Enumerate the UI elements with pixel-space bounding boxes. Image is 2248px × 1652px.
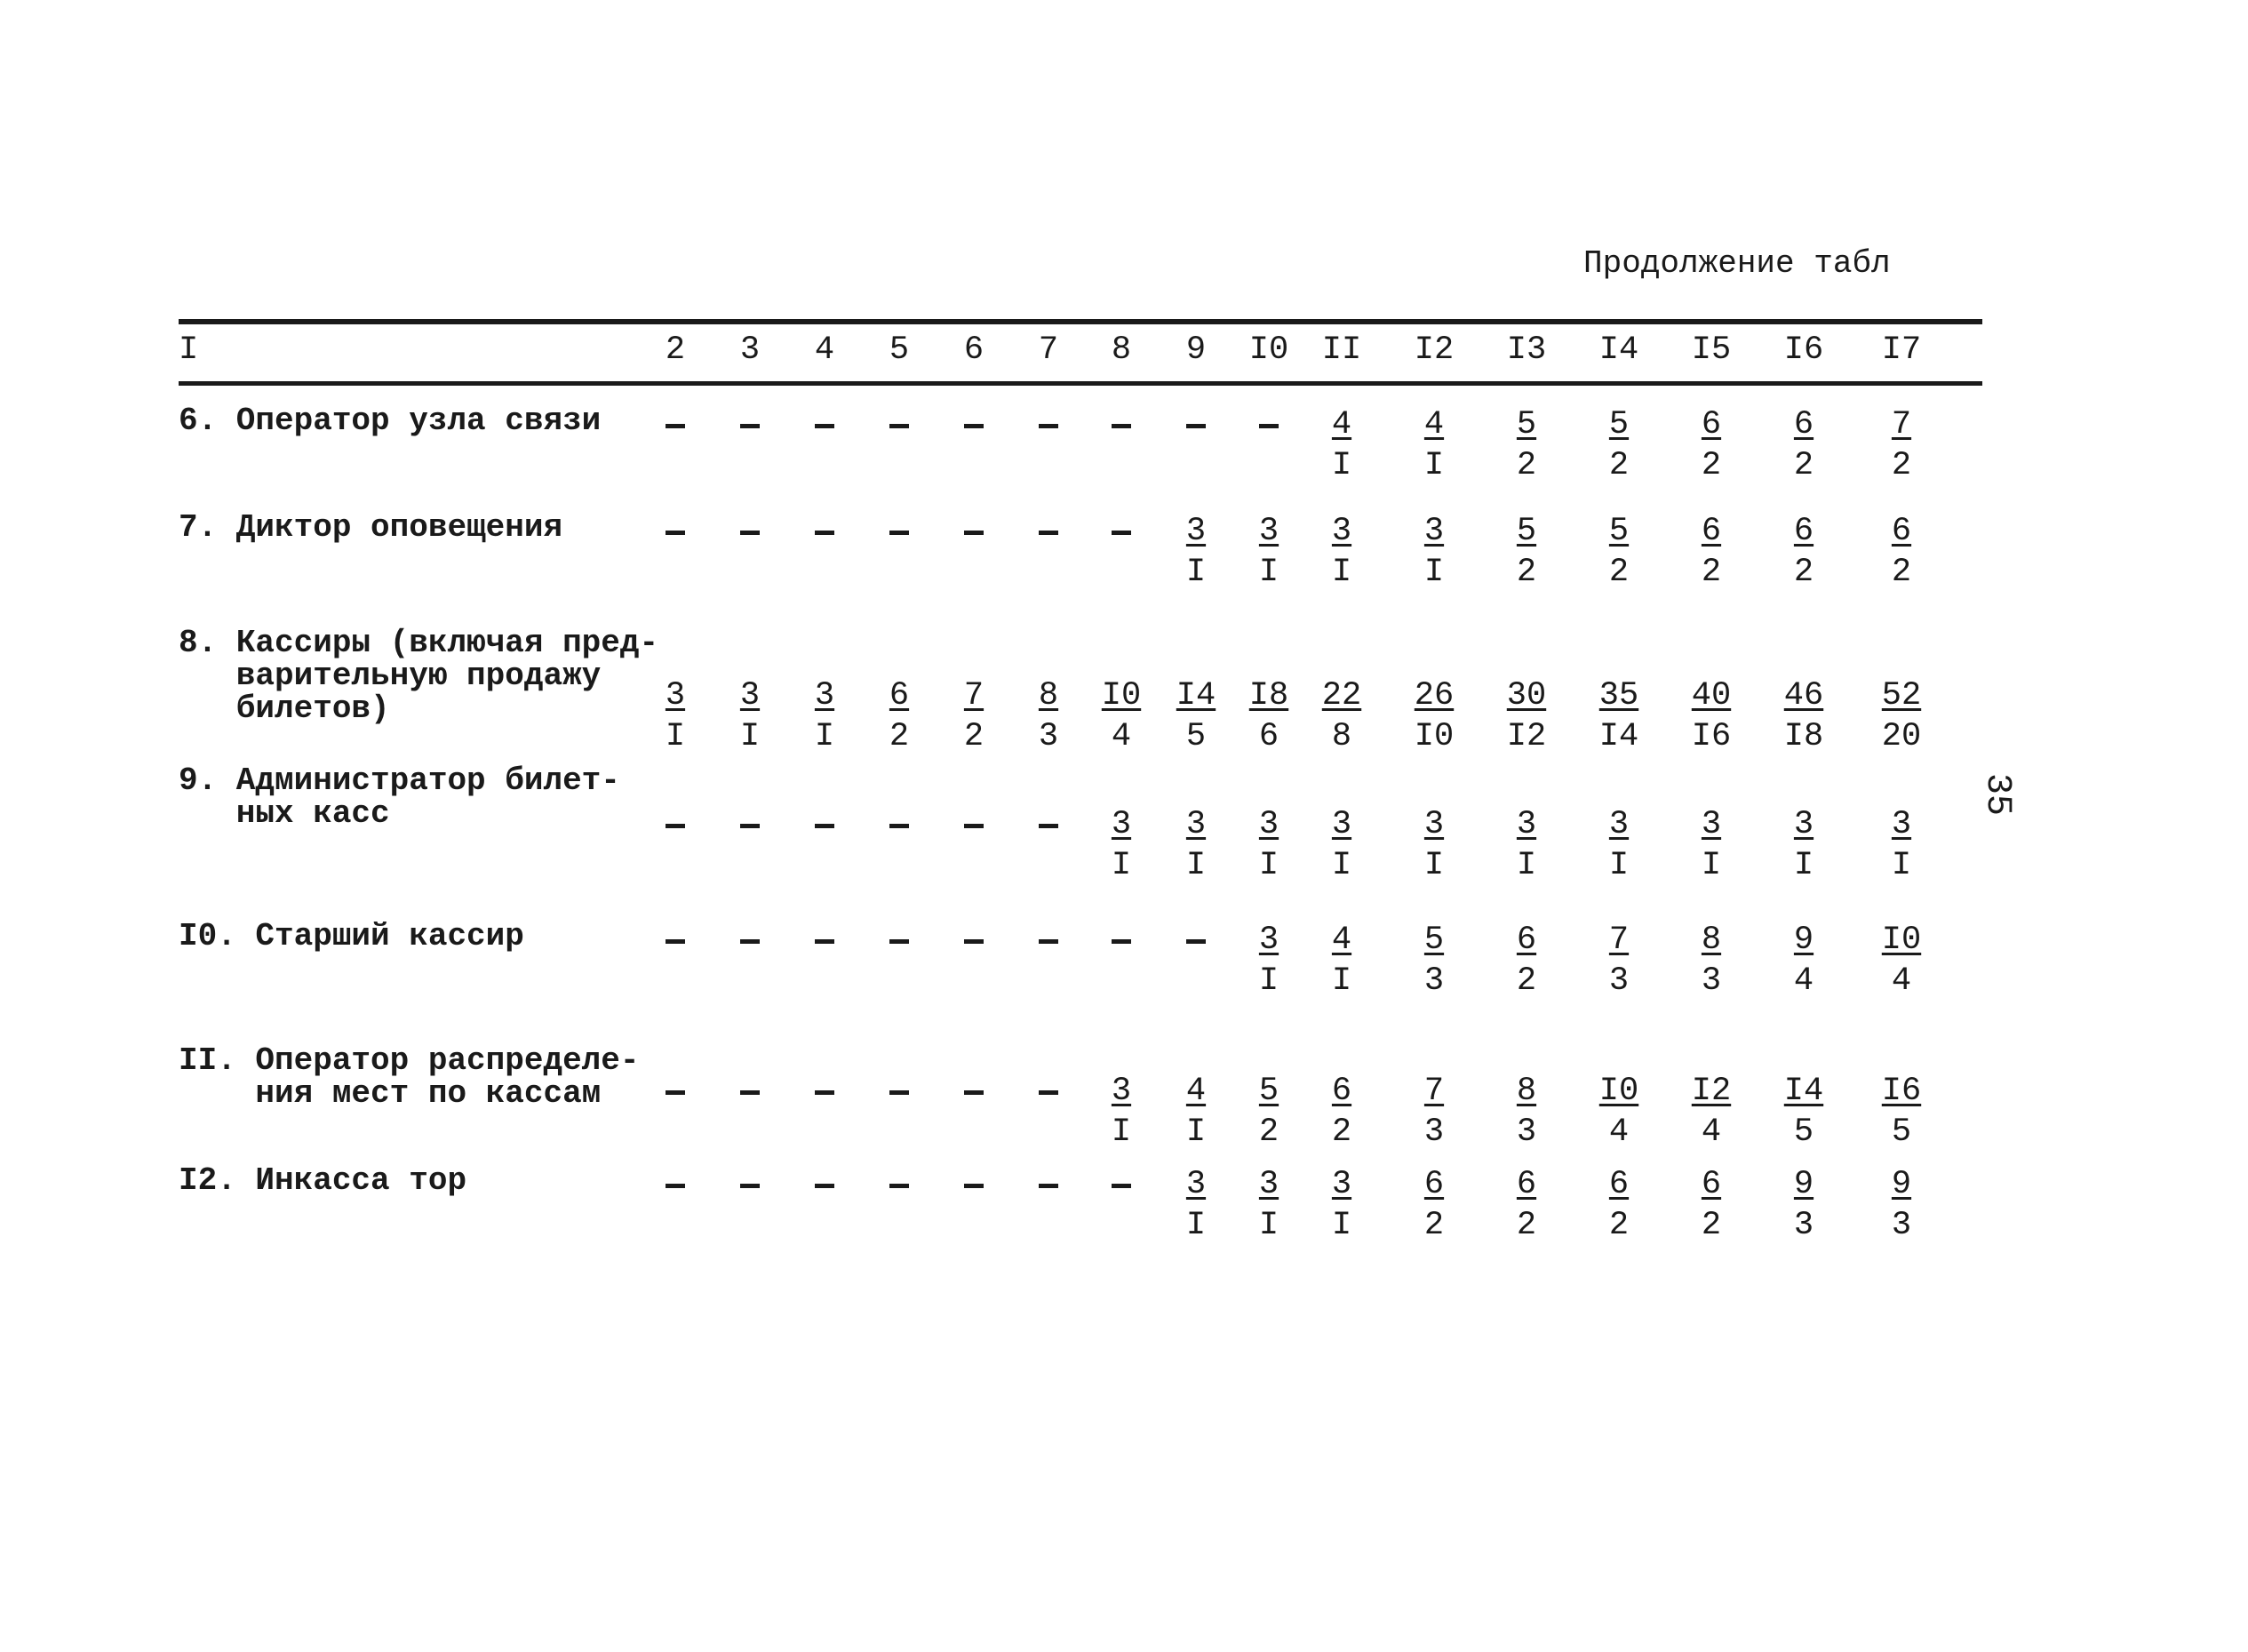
header-cell-col-6: 6 <box>963 331 984 369</box>
fraction-denominator: I <box>1423 554 1445 591</box>
fraction-cell <box>1306 920 1377 1002</box>
fraction-cell <box>1399 1071 1470 1153</box>
fraction-denominator: 2 <box>1608 554 1630 591</box>
dash-cell <box>666 531 685 535</box>
fraction-denominator: I <box>1331 554 1352 591</box>
fraction-numerator: I6 <box>1881 1073 1922 1110</box>
dash-cell <box>666 424 685 428</box>
fraction-numerator: 26 <box>1414 677 1455 714</box>
fraction-denominator: 2 <box>1891 554 1912 591</box>
fraction-denominator: I <box>1701 847 1722 884</box>
fraction-cell <box>1306 1071 1377 1153</box>
fraction-denominator: 2 <box>1516 447 1537 484</box>
fraction-cell <box>1306 675 1377 757</box>
fraction-numerator: 5 <box>1516 406 1537 443</box>
fraction-denominator: 2 <box>1423 1207 1445 1244</box>
fraction-cell <box>1866 804 1937 886</box>
fraction-numerator: 3 <box>1331 513 1352 550</box>
fraction-denominator: 3 <box>1038 718 1059 755</box>
fraction-numerator: 3 <box>1891 806 1912 843</box>
fraction-denominator: I <box>739 718 761 755</box>
fraction-cell <box>1086 1071 1157 1153</box>
fraction-numerator: 5 <box>1608 513 1630 550</box>
fraction-cell <box>1399 675 1470 757</box>
header-cell-col-16: I6 <box>1783 331 1824 369</box>
fraction-cell <box>1676 675 1747 757</box>
fraction-denominator: I <box>1891 847 1912 884</box>
fraction-numerator: 8 <box>1038 677 1059 714</box>
fraction-denominator: 4 <box>1793 962 1814 1000</box>
fraction-numerator: 7 <box>1608 922 1630 959</box>
fraction-denominator: 6 <box>1258 718 1279 755</box>
fraction-numerator: 3 <box>1423 806 1445 843</box>
fraction-numerator: 6 <box>1423 1166 1445 1203</box>
row-label: II. Оператор распределе- ния мест по кассам <box>179 1042 640 1112</box>
dash-cell <box>666 939 685 944</box>
fraction-numerator: 3 <box>1111 1073 1132 1110</box>
fraction-denominator: 3 <box>1516 1113 1537 1151</box>
fraction-cell <box>1866 1164 1937 1246</box>
header-cell-col-9: 9 <box>1185 331 1207 369</box>
fraction-denominator: 3 <box>1701 962 1722 1000</box>
fraction-cell <box>1583 920 1654 1002</box>
fraction-numerator: 3 <box>1608 806 1630 843</box>
fraction-denominator: I <box>1258 847 1279 884</box>
fraction-numerator: 3 <box>1185 513 1207 550</box>
fraction-numerator: 3 <box>1423 513 1445 550</box>
fraction-numerator: 4 <box>1185 1073 1207 1110</box>
fraction-denominator: I <box>1111 1113 1132 1151</box>
fraction-cell <box>1306 511 1377 593</box>
fraction-cell <box>1866 675 1937 757</box>
fraction-cell <box>1306 404 1377 486</box>
dash-cell <box>740 531 760 535</box>
dash-cell <box>815 1090 834 1095</box>
dash-cell <box>1039 1090 1058 1095</box>
fraction-denominator: 2 <box>1516 962 1537 1000</box>
fraction-cell <box>1866 511 1937 593</box>
header-cell-col-5: 5 <box>889 331 910 369</box>
dash-cell <box>740 824 760 828</box>
fraction-denominator: I <box>1258 962 1279 1000</box>
fraction-numerator: 3 <box>814 677 835 714</box>
dash-cell <box>1186 424 1206 428</box>
fraction-cell <box>1306 1164 1377 1246</box>
fraction-denominator: 4 <box>1701 1113 1722 1151</box>
fraction-denominator: I <box>1516 847 1537 884</box>
dash-cell <box>666 824 685 828</box>
fraction-numerator: I4 <box>1783 1073 1824 1110</box>
dash-cell <box>889 939 909 944</box>
header-cell-col-17: I7 <box>1881 331 1922 369</box>
fraction-cell <box>1866 920 1937 1002</box>
dash-cell <box>964 1090 984 1095</box>
fraction-cell <box>640 675 711 757</box>
fraction-denominator: 5 <box>1891 1113 1912 1151</box>
fraction-cell <box>1491 404 1562 486</box>
dash-cell <box>889 424 909 428</box>
header-cell-col-3: 3 <box>739 331 761 369</box>
fraction-numerator: 4 <box>1331 406 1352 443</box>
fraction-denominator: I <box>1423 847 1445 884</box>
row-label: 9. Администратор билет- ных касс <box>179 762 620 832</box>
fraction-cell <box>1583 1071 1654 1153</box>
fraction-denominator: 4 <box>1891 962 1912 1000</box>
fraction-denominator: 2 <box>1793 447 1814 484</box>
dash-cell <box>964 1184 984 1188</box>
fraction-denominator: 2 <box>1516 554 1537 591</box>
dash-cell <box>1039 531 1058 535</box>
fraction-denominator: I <box>1331 447 1352 484</box>
fraction-numerator: 6 <box>1793 513 1814 550</box>
fraction-numerator: I0 <box>1598 1073 1639 1110</box>
fraction-cell <box>1676 404 1747 486</box>
fraction-cell <box>1233 511 1304 593</box>
fraction-cell <box>1086 675 1157 757</box>
fraction-denominator: I <box>1331 1207 1352 1244</box>
dash-cell <box>964 424 984 428</box>
fraction-numerator: 4 <box>1423 406 1445 443</box>
fraction-numerator: 7 <box>1423 1073 1445 1110</box>
dash-cell <box>1039 424 1058 428</box>
fraction-cell <box>1768 804 1839 886</box>
fraction-numerator: 52 <box>1881 677 1922 714</box>
fraction-cell <box>1676 804 1747 886</box>
dash-cell <box>889 1090 909 1095</box>
fraction-denominator: 3 <box>1423 1113 1445 1151</box>
fraction-denominator: 8 <box>1331 718 1352 755</box>
dash-cell <box>964 531 984 535</box>
dash-cell <box>1186 939 1206 944</box>
fraction-denominator: I <box>1185 554 1207 591</box>
fraction-numerator: 3 <box>1258 513 1279 550</box>
fraction-numerator: 4 <box>1331 922 1352 959</box>
fraction-numerator: 3 <box>1185 1166 1207 1203</box>
fraction-cell <box>1160 511 1232 593</box>
dash-cell <box>666 1090 685 1095</box>
fraction-cell <box>1160 675 1232 757</box>
fraction-denominator: 2 <box>1701 554 1722 591</box>
fraction-cell <box>1583 804 1654 886</box>
fraction-cell <box>1583 1164 1654 1246</box>
fraction-numerator: 6 <box>1701 406 1722 443</box>
fraction-denominator: 2 <box>889 718 910 755</box>
fraction-cell <box>1768 1164 1839 1246</box>
fraction-numerator: 6 <box>1701 513 1722 550</box>
fraction-numerator: 6 <box>1793 406 1814 443</box>
fraction-numerator: 9 <box>1793 1166 1814 1203</box>
dash-cell <box>1039 824 1058 828</box>
fraction-numerator: 5 <box>1516 513 1537 550</box>
fraction-numerator: 3 <box>1111 806 1132 843</box>
fraction-denominator: 2 <box>1793 554 1814 591</box>
fraction-cell <box>789 675 860 757</box>
fraction-cell <box>1676 511 1747 593</box>
fraction-numerator: 3 <box>739 677 761 714</box>
fraction-numerator: 6 <box>1516 922 1537 959</box>
fraction-denominator: 2 <box>963 718 984 755</box>
fraction-denominator: 4 <box>1111 718 1132 755</box>
dash-cell <box>815 939 834 944</box>
fraction-numerator: I0 <box>1101 677 1142 714</box>
dash-cell <box>740 1184 760 1188</box>
fraction-cell <box>714 675 785 757</box>
fraction-cell <box>1233 920 1304 1002</box>
fraction-numerator: 22 <box>1321 677 1362 714</box>
header-cell-col-2: 2 <box>665 331 686 369</box>
fraction-numerator: 3 <box>665 677 686 714</box>
fraction-cell <box>1160 1071 1232 1153</box>
fraction-cell <box>1491 1164 1562 1246</box>
fraction-cell <box>1399 1164 1470 1246</box>
dash-cell <box>1112 939 1131 944</box>
fraction-cell <box>1491 804 1562 886</box>
fraction-denominator: I <box>1111 847 1132 884</box>
fraction-cell <box>1491 920 1562 1002</box>
fraction-denominator: 2 <box>1701 1207 1722 1244</box>
fraction-cell <box>864 675 935 757</box>
fraction-numerator: 7 <box>963 677 984 714</box>
fraction-cell <box>1866 1071 1937 1153</box>
dash-cell <box>1039 939 1058 944</box>
header-cell-col-11: II <box>1321 331 1362 369</box>
table-top-rule <box>179 319 1982 324</box>
fraction-numerator: 3 <box>1258 1166 1279 1203</box>
fraction-denominator: I4 <box>1598 718 1639 755</box>
dash-cell <box>964 824 984 828</box>
fraction-numerator: I8 <box>1248 677 1289 714</box>
fraction-denominator: 3 <box>1608 962 1630 1000</box>
fraction-denominator: 2 <box>1258 1113 1279 1151</box>
fraction-denominator: 3 <box>1423 962 1445 1000</box>
fraction-numerator: I0 <box>1881 922 1922 959</box>
fraction-denominator: 2 <box>1516 1207 1537 1244</box>
dash-cell <box>889 531 909 535</box>
fraction-numerator: 6 <box>1701 1166 1722 1203</box>
fraction-cell <box>1013 675 1084 757</box>
dash-cell <box>1112 1184 1131 1188</box>
fraction-denominator: I0 <box>1414 718 1455 755</box>
fraction-numerator: 3 <box>1331 1166 1352 1203</box>
fraction-numerator: 3 <box>1185 806 1207 843</box>
fraction-denominator: 2 <box>1608 1207 1630 1244</box>
dash-cell <box>740 939 760 944</box>
fraction-denominator: 4 <box>1608 1113 1630 1151</box>
fraction-numerator: 8 <box>1516 1073 1537 1110</box>
fraction-numerator: 9 <box>1891 1166 1912 1203</box>
fraction-denominator: I <box>1793 847 1814 884</box>
fraction-cell <box>1491 511 1562 593</box>
header-cell-col-8: 8 <box>1111 331 1132 369</box>
fraction-denominator: I <box>665 718 686 755</box>
fraction-numerator: 35 <box>1598 677 1639 714</box>
fraction-denominator: I <box>1185 847 1207 884</box>
fraction-denominator: I <box>1258 554 1279 591</box>
fraction-numerator: 6 <box>889 677 910 714</box>
dash-cell <box>815 531 834 535</box>
fraction-cell <box>1583 511 1654 593</box>
fraction-denominator: I6 <box>1691 718 1732 755</box>
header-cell-col-4: 4 <box>814 331 835 369</box>
dash-cell <box>964 939 984 944</box>
dash-cell <box>815 824 834 828</box>
fraction-denominator: 20 <box>1881 718 1922 755</box>
table-header-rule <box>179 381 1982 386</box>
fraction-denominator: 2 <box>1331 1113 1352 1151</box>
fraction-denominator: 5 <box>1793 1113 1814 1151</box>
fraction-denominator: I <box>1185 1207 1207 1244</box>
fraction-cell <box>1583 404 1654 486</box>
dash-cell <box>666 1184 685 1188</box>
header-cell-col-12: I2 <box>1414 331 1455 369</box>
fraction-cell <box>1491 675 1562 757</box>
fraction-denominator: I <box>814 718 835 755</box>
fraction-cell <box>1676 1164 1747 1246</box>
fraction-numerator: 8 <box>1701 922 1722 959</box>
fraction-denominator: I2 <box>1506 718 1547 755</box>
fraction-denominator: 2 <box>1891 447 1912 484</box>
fraction-denominator: 2 <box>1701 447 1722 484</box>
fraction-numerator: I4 <box>1176 677 1216 714</box>
fraction-numerator: 5 <box>1423 922 1445 959</box>
fraction-cell <box>1768 1071 1839 1153</box>
fraction-denominator: I <box>1258 1207 1279 1244</box>
fraction-denominator: I <box>1185 1113 1207 1151</box>
header-cell-col-15: I5 <box>1691 331 1732 369</box>
header-cell-col-7: 7 <box>1038 331 1059 369</box>
fraction-cell <box>1583 675 1654 757</box>
fraction-cell <box>1676 920 1747 1002</box>
header-cell-col-13: I3 <box>1506 331 1547 369</box>
fraction-numerator: 9 <box>1793 922 1814 959</box>
fraction-cell <box>1768 404 1839 486</box>
fraction-numerator: 6 <box>1608 1166 1630 1203</box>
fraction-cell <box>1399 804 1470 886</box>
fraction-cell <box>1306 804 1377 886</box>
fraction-cell <box>1233 1164 1304 1246</box>
dash-cell <box>889 824 909 828</box>
fraction-cell <box>1768 675 1839 757</box>
row-label: 7. Диктор оповещения <box>179 509 563 546</box>
fraction-cell <box>1768 920 1839 1002</box>
dash-cell <box>740 1090 760 1095</box>
fraction-cell <box>1233 804 1304 886</box>
fraction-cell <box>1160 804 1232 886</box>
fraction-numerator: 3 <box>1331 806 1352 843</box>
row-label: 6. Оператор узла связи <box>179 403 602 439</box>
fraction-cell <box>1768 511 1839 593</box>
dash-cell <box>1259 424 1279 428</box>
fraction-numerator: 3 <box>1258 922 1279 959</box>
fraction-numerator: 46 <box>1783 677 1824 714</box>
fraction-numerator: 3 <box>1258 806 1279 843</box>
fraction-cell <box>1491 1071 1562 1153</box>
fraction-cell <box>1399 404 1470 486</box>
fraction-cell <box>1676 1071 1747 1153</box>
fraction-denominator: 2 <box>1608 447 1630 484</box>
fraction-numerator: 6 <box>1516 1166 1537 1203</box>
fraction-denominator: I <box>1423 447 1445 484</box>
fraction-cell <box>1399 920 1470 1002</box>
fraction-cell <box>1399 511 1470 593</box>
header-cell-col-14: I4 <box>1598 331 1639 369</box>
row-label: I2. Инкасса тор <box>179 1162 467 1199</box>
fraction-numerator: 40 <box>1691 677 1732 714</box>
row-label: I0. Старший кассир <box>179 918 524 954</box>
dash-cell <box>1039 1184 1058 1188</box>
fraction-cell <box>1233 675 1304 757</box>
fraction-cell <box>1160 1164 1232 1246</box>
fraction-cell <box>1866 404 1937 486</box>
fraction-denominator: I8 <box>1783 718 1824 755</box>
fraction-cell <box>938 675 1009 757</box>
fraction-numerator: 3 <box>1516 806 1537 843</box>
fraction-numerator: 3 <box>1793 806 1814 843</box>
header-cell-col-10: I0 <box>1248 331 1289 369</box>
fraction-numerator: 6 <box>1331 1073 1352 1110</box>
fraction-denominator: 5 <box>1185 718 1207 755</box>
header-cell-col-1: I <box>179 331 199 369</box>
page-number: 35 <box>1977 773 2017 817</box>
dash-cell <box>1112 424 1131 428</box>
fraction-cell <box>1086 804 1157 886</box>
fraction-denominator: 3 <box>1891 1207 1912 1244</box>
dash-cell <box>815 424 834 428</box>
fraction-denominator: I <box>1331 847 1352 884</box>
fraction-numerator: 3 <box>1701 806 1722 843</box>
dash-cell <box>815 1184 834 1188</box>
table-caption: Продолжение табл <box>1583 245 1891 282</box>
fraction-cell <box>1233 1071 1304 1153</box>
fraction-numerator: 5 <box>1608 406 1630 443</box>
fraction-numerator: 30 <box>1506 677 1547 714</box>
row-label: 8. Кассиры (включая пред- варительную продажу билетов) <box>179 625 659 727</box>
dash-cell <box>1112 531 1131 535</box>
fraction-denominator: I <box>1608 847 1630 884</box>
dash-cell <box>740 424 760 428</box>
fraction-numerator: 5 <box>1258 1073 1279 1110</box>
fraction-numerator: I2 <box>1691 1073 1732 1110</box>
fraction-numerator: 7 <box>1891 406 1912 443</box>
fraction-denominator: 3 <box>1793 1207 1814 1244</box>
fraction-numerator: 6 <box>1891 513 1912 550</box>
fraction-denominator: I <box>1331 962 1352 1000</box>
dash-cell <box>889 1184 909 1188</box>
